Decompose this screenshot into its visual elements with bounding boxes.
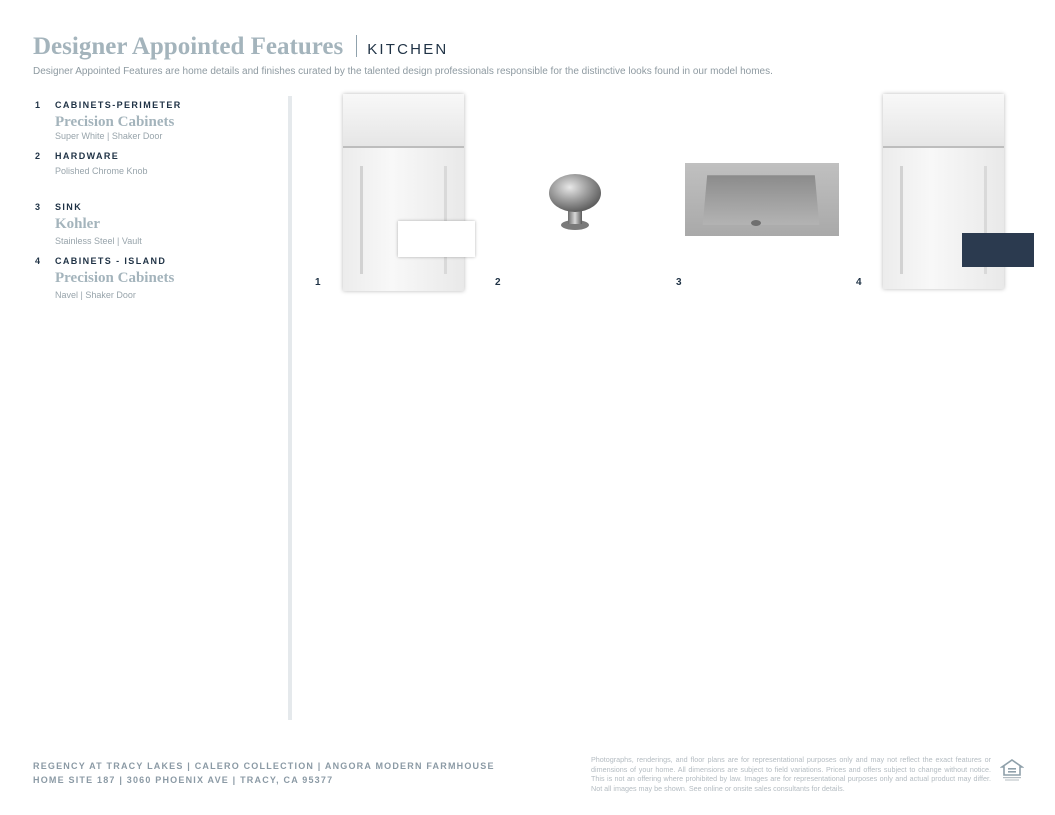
cabinet-stile-left [900, 166, 903, 274]
feature-detail: Polished Chrome Knob [55, 166, 148, 176]
equal-housing-opportunity-icon [1000, 758, 1024, 782]
sink-basin [703, 175, 820, 225]
footer-home-site: HOME SITE 187 | 3060 PHOENIX AVE | TRACY, CA 95377 [33, 775, 334, 785]
chrome-knob-image [546, 172, 604, 232]
color-swatch-navel [962, 233, 1034, 267]
footer-address [33, 759, 495, 787]
cabinet-drawer-front [343, 94, 464, 148]
feature-brand: Precision Cabinets [55, 114, 175, 130]
page-title: Designer Appointed Features [33, 33, 344, 60]
room-name: KITCHEN [367, 41, 449, 58]
feature-category: HARDWARE [55, 151, 120, 161]
cabinet-perimeter-image [343, 94, 464, 291]
vertical-divider [288, 96, 292, 720]
feature-category: SINK [55, 202, 83, 212]
image-label-2: 2 [495, 277, 501, 288]
footer-community: REGENCY AT TRACY LAKES | CALERO COLLECTION | ANGORA MODERN FARMHOUSE [33, 761, 495, 771]
feature-number: 1 [35, 100, 41, 110]
feature-number: 3 [35, 202, 41, 212]
sink-drain [751, 220, 761, 226]
feature-number: 4 [35, 256, 41, 266]
color-swatch-super-white [398, 221, 475, 257]
footer-disclaimer: Photographs, renderings, and floor plans are for representational purposes only and may not reflect the exact features or dimensions of your home. All dimensions are subject to field variations. Prices and offers subject to change without notice. This is not an offering where prohibited by law. Images are for representational purposes only and actual product may differ. Not all images may be shown. See online or onsite sales consultants for details. [591, 755, 991, 793]
feature-category: CABINETS - ISLAND [55, 256, 167, 266]
page-header [33, 32, 448, 61]
stainless-sink-image [685, 163, 839, 236]
feature-detail: Stainless Steel | Vault [55, 236, 142, 246]
feature-detail: Super White | Shaker Door [55, 131, 163, 141]
cabinet-drawer-front [883, 94, 1004, 148]
feature-brand: Kohler [55, 216, 100, 232]
cabinet-stile-left [360, 166, 363, 274]
feature-category: CABINETS-PERIMETER [55, 100, 182, 110]
feature-detail: Navel | Shaker Door [55, 290, 136, 300]
image-label-4: 4 [856, 277, 862, 288]
cabinet-stile-right [444, 166, 447, 274]
title-divider [356, 35, 357, 57]
image-label-3: 3 [676, 277, 682, 288]
feature-number: 2 [35, 151, 41, 161]
image-label-1: 1 [315, 277, 321, 288]
feature-brand: Precision Cabinets [55, 270, 175, 286]
page-subtitle: Designer Appointed Features are home details and finishes curated by the talented design professionals responsible for the distinctive looks found in our model homes. [33, 66, 773, 77]
